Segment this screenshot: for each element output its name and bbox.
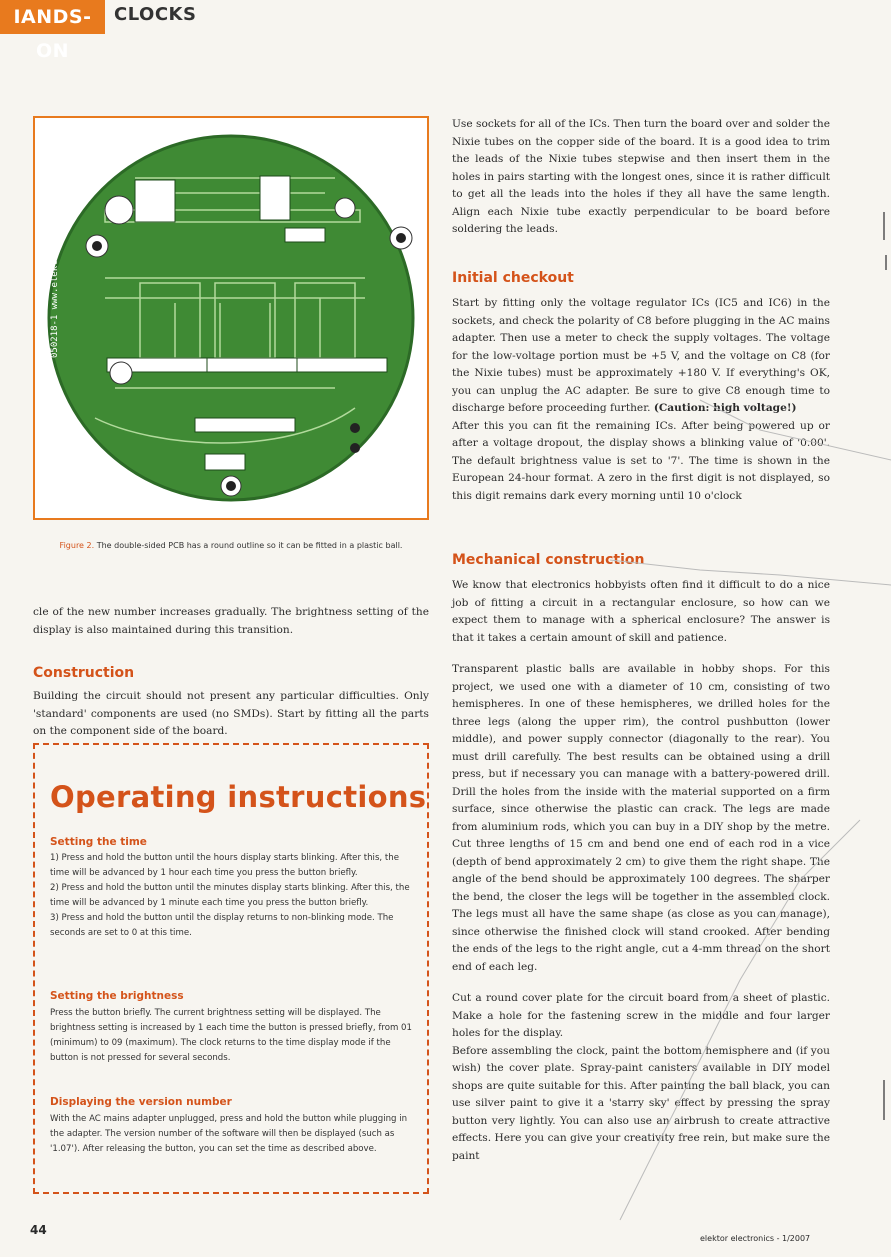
construction-text: Building the circuit should not present any particular difficulties. Only 'standard' components are used (no SMDs). Start by fitting all the parts on the component side of the board. [33,690,429,737]
mechanical-text: We know that electronics hobbyists often find it difficult to do a nice job of fitting a circuit in a rectangular enclosure, so how can we expect them to manage with a spherical enclosure? The answer is that it takes a certain amount of skill and patience. Transparent plastic balls are available in hobby shops. For this project, we used one with a diameter of 10 cm, consisting of two hemispheres. In one of these hemispheres, we drilled holes for the three legs (along the upper rim), the control pushbutton (lower middle), and power supply connector (diagonally to the rear). You must drill carefully. The best results can be obtained using a drill press, but if necessary you can manage with a battery-powered drill. Drill the holes from the inside with the material supported on a firm surface, since otherwise the plastic can crack. The legs are made from aluminium rods, which you can buy in a DIY shop by the metre. Cut three lengths of 15 cm and bend one end of each rod in a vice (depth of bend approximately 2 cm) to give them the right shape. The angle of the bend should be approximately 100 degrees. The sharper the bend, the closer the legs will be together in the assembled clock. The legs must all have the same shape (as close as you can manage), since otherwise the finished clock will stand crooked. After bending the ends of the legs to the right angle, cut a 4-mm thread on the short end of each leg. Cut a round cover plate for the circuit board from a sheet of plastic. Make a hole for the fastening screw in the middle and four larger holes for the display. Before assembling the clock, paint the bottom hemisphere and (if you wish) the cover plate. Spray-paint canisters available in DIY model shops are quite suitable for this. After painting the ball black, you can use silver paint to give it a 'starry sky' effect by pressing the spray button very lightly. You can also use an airbrush to create attractive effects. Here you can give your creativity free rein, but make sure the paint [452,579,830,1162]
board-marking: 050218-1 www.elektor.com [50,227,60,358]
continuation-text: cle of the new number increases gradually. The brightness setting of the display is also maintained during this transition. [33,606,429,636]
construction-heading: Construction [33,665,135,681]
section-tag: IANDS-ON [0,0,105,34]
section-title: CLOCKS [114,4,197,25]
operating-title: Operating instructions [50,780,427,814]
figure-caption: Figure 2. The double-sided PCB has a round outline so it can be fitted in a plastic ball. [59,541,403,550]
version-heading: Displaying the version number [50,1096,232,1108]
setting-time-heading: Setting the time [50,836,147,848]
initial-checkout-heading: Initial checkout [452,270,574,286]
pcb-figure [33,116,429,520]
initial-checkout-text: Start by fitting only the voltage regulator ICs (IC5 and IC6) in the sockets, and check the polarity of C8 before plugging in the AC mains adapter. Then use a meter to check the supply voltages. The voltage for the low-voltage portion must be +5 V, and the voltage on C8 (for the Nixie tubes) must be approximately +180 V. If everything's OK, you can unplug the AC adapter. Be sure to give C8 enough time to discharge before proceeding further. (Caution: high voltage!) After this you can fit the remaining ICs. After being powered up or after a voltage dropout, the display shows a blinking value of '0.00'. The default brightness value is set to '7'. The time is shown in the European 24-hour format. A zero in the first digit is not displayed, so this digit remains dark every morning until 10 o'clock [452,297,830,502]
setting-time-text: 1) Press and hold the button until the hours display starts blinking. After this, the time will be advanced by 1 hour each time you press the button briefly. 2) Press and hold the button until the minutes display starts blinking. After this, the time will be advanced by 1 minute each time you press the button briefly. 3) Press and hold the button until the display returns to non-blinking mode. The seconds are set to 0 at this time. [50,853,410,938]
caution-note: (Caution: high voltage!) [653,402,797,414]
pcb-image [35,118,427,518]
intro-text: Use sockets for all of the ICs. Then turn the board over and solder the Nixie tubes on the copper side of the board. It is a good idea to trim the leads of the Nixie tubes stepwise and then insert them in the holes in pairs starting with the longest ones, since it is rather difficult to get all the leads into the holes if they all have the same length. Align each Nixie tube exactly perpendicular to be board before soldering the leads. [452,118,831,235]
mechanical-heading: Mechanical construction [452,552,645,568]
brightness-heading: Setting the brightness [50,990,184,1002]
brightness-text: Press the button briefly. The current brightness setting will be displayed. The brightness setting is increased by 1 each time the button is pressed briefly, from 01 (minimum) to 09 (maximum). The clock returns to the time display mode if the button is not pressed for several seconds. [50,1008,412,1063]
version-text: With the AC mains adapter unplugged, press and hold the button while plugging in the adapter. The version number of the software will then be displayed (such as '1.07'). After releasing the button, you can set the time as described above. [50,1114,408,1154]
page-number: 44 [30,1223,47,1237]
magazine-footer: elektor electronics - 1/2007 [700,1234,811,1243]
